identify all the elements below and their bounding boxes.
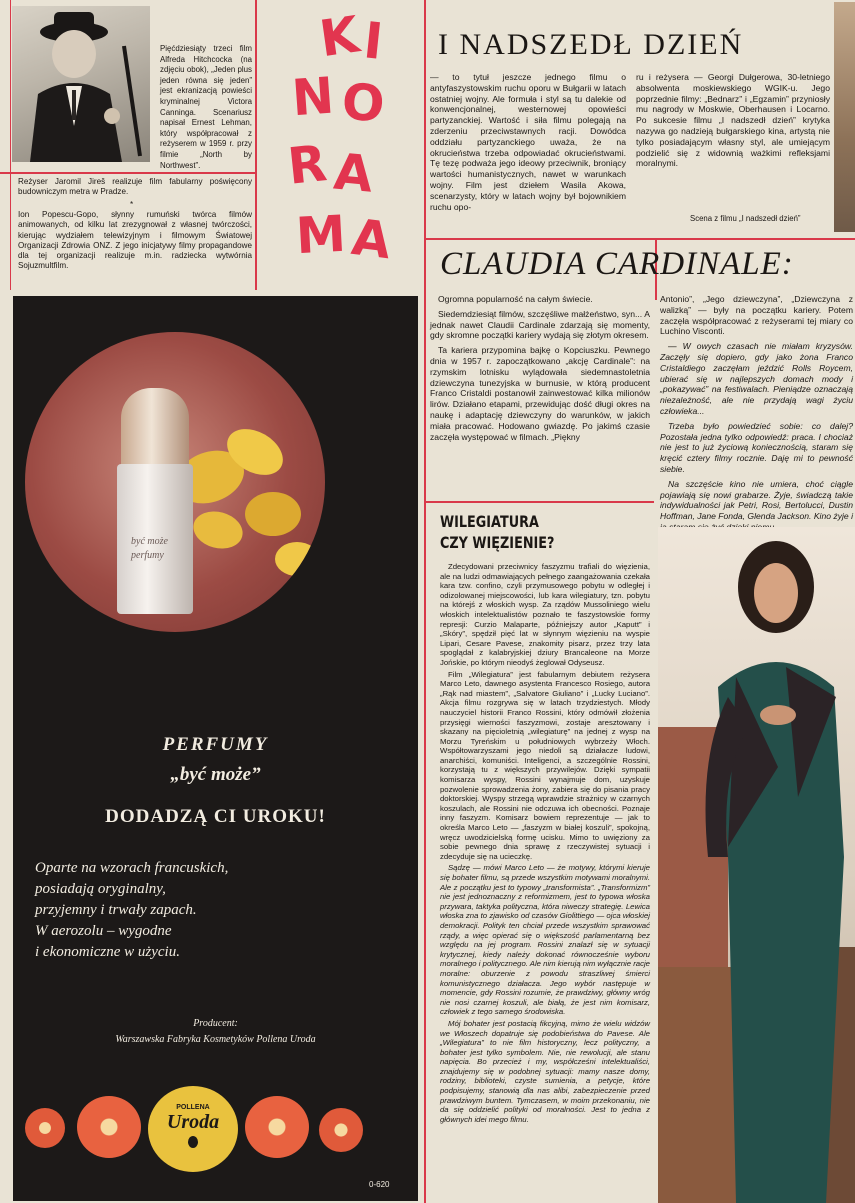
masthead-letter: R <box>285 134 328 196</box>
ad-body-line: Oparte na wzorach francuskich, <box>35 860 229 876</box>
ad-body-line: przyjemny i trwały zapach. <box>35 902 197 918</box>
brief-star: * <box>130 200 134 209</box>
ad-headline-2: „być może” <box>170 764 261 785</box>
rule <box>10 0 11 290</box>
paragraph: Trzeba było powiedzieć sobie: co dalej? Pozostała jedna tylko odpowiedź: praca. I chociaż nie jest to już życiową koniecznością, staram się kręcić cztery filmy rocznie. Daję mi to pewność siebie. <box>660 420 853 474</box>
ad-body <box>35 858 415 963</box>
masthead-letter: A <box>348 207 393 271</box>
brief-gopo: Ion Popescu-Gopo, słynny rumuński twórca filmów animowanych, od kilku lat zrezygnował z własnej twórczości, kierując wydziałem telewizyjnym i filmowym Światowej Organizacji Zdrowia ONZ. Z jego inicjatywy filmy propagandowe dla tej organizacji realizuje m.in. radziecka wytwórnia Sojuzmultfilm. <box>18 210 252 271</box>
dzien-col1: — to tytuł jeszcze jednego filmu o antyfaszystowskim ruchu oporu w Bułgarii w latach ostatniej wojny. Ale formuła i styl są tu dalekie od konwencjonalnej, westernowej opowieści partyzanckiej. Wartość i siła filmu polegają na zderzeniu przeciwstawnych racji. Dowódca oddziału partyzanckiego uważa, że na okrucieństwa trzeba odpowiadać okrucieństwami. Tę tezę podważa jego ideowy przeciwnik, broniący wartości humanistycznych, nawet w warunkach wojny. Film jest dziełem Wasila Akowa, scenarzysty, który w latach wojny był bojownikiem ruchu opo- <box>430 72 626 212</box>
wilegiatura-title-line2: CZY WIĘZIENIE? <box>440 533 555 552</box>
paragraph: Mój bohater jest postacią fikcyjną, mimo że wielu widzów we Włoszech dopatruje się podobieństwa do Pavese. Ale „Wilegiatura” to nie film historyczny, lecz polityczny, a bohater jest tylko symbolem. Nie, nie rewolucji, ale stanu napięcia. Bo przecież i my, współcześni intelektualiści, znajdujemy się w podobnej sytuacji: mamy nasze domy, rodziny, biblioteki, czyste sumienia, a petycje, które podpisujemy, stanowią dla nas alibi, zabezpieczenie przed prawdziwym buntem. Tymczasem, w moim przekonaniu, nie da się oddzielić polityki od moralności. Jest to jedna z głównych idei mego filmu. <box>440 1018 650 1124</box>
cardinale-photo <box>658 527 855 1203</box>
paragraph: Antonio”, „Jego dziewczyna”, „Dziewczyna z walizką” — były na początku kariery. Potem zaczęła współpracować z reżyserami tej miary co Luchino Visconti. <box>660 294 853 337</box>
ad-headline-3: DODADZĄ CI UROKU! <box>105 806 326 827</box>
rule <box>424 0 426 1203</box>
wilegiatura-title <box>440 512 640 552</box>
hitchcock-photo <box>12 6 150 162</box>
masthead-letter: M <box>294 204 346 266</box>
rule <box>424 238 855 240</box>
brief-jires: Reżyser Jaromil Jireš realizuje film fabularny poświęcony budowniczym metra w Pradze. <box>18 177 252 197</box>
perfume-advertisement <box>13 296 418 1201</box>
paragraph: Film „Wilegiatura” jest fabularnym debiutem reżysera Marco Leto, dawnego asystenta Francesco Rosiego, autora „Rąk nad miastem”, „Salvatore Giuliano” i „Lucky Luciano”. Akcja filmu rozgrywa się w latach trzydziestych. Młody nauczyciel historii Franco Rossini, który odmówił złożenia przysięgi wierności faszyzmowi, zostaje aresztowany i skazany na pięcioletnią „wilegiaturę” na jednej z wysp na Morzu Tyreńskim u południowych wybrzeży Włoch. Współtowarzyszami jego niedoli są działacze ludowi, anarchiści, komuniści. Inteligenci, a szczególnie Rossini, korzystają tu z większych przywilejów. Dzięki sympatii komisarza wyspy, Rossini wynajmuje dom, uzyskuje pozwolenie sprowadzenia żony, zabiera się do pisania pracy doktorskiej. Wyspy strzegą wprawdzie strażnicy w czarnych koszulach, ale Rossini nie odczuwa ich obecności. Poznaje inny faszyzm. Komisarz bowiem reprezentuje — jak to określa Marco Leto — „faszyzm w białej koszuli”, spokojną, wręcz uwodzicielską formę ucisku. Mimo to uwięziony za sobie pewnego dnia sprawę z rzeczywistej sytuacji i zdecyduje się na ucieczkę. <box>440 669 650 861</box>
flower-icon <box>77 1096 141 1158</box>
masthead-letter: A <box>331 142 374 204</box>
cardinale-title: CLAUDIA CARDINALE: <box>440 246 794 282</box>
paragraph: Zdecydowani przeciwnicy faszyzmu trafiali do więzienia, ale na ludzi odmawiających pełnego zaangażowania czekała kara tzw. confino, czyli przymusowego pobytu w odległej i odizolowanej miejscowości, lub kara wilegiatury, tzn. pobytu na którejś z włoskich wysp. Za rządów Mussoliniego wielu włoskich intelektualistów poznało te faszystowskie formy represji: Curzio Malaparte, późniejszy autor „Kaputt” i „Skóry”, spędził pięć lat w słynnym więzieniu na wyspie Lipari, Cesare Pavese, znakomity pisarz, przez trzy lata spoglądał z kalabryjskiej dziury Brancaleone na Morze Jońskie, po którym nieodyś żeglował Odyseusz. <box>440 562 650 667</box>
masthead-letter: K <box>316 5 361 69</box>
masthead-kinorama <box>262 0 422 290</box>
flower-shape <box>275 542 319 576</box>
paragraph: Na szczęście kino nie umiera, choć ciągle pojawiają się nowi grabarze. Żyje, świadczą takie indywidualności jak Petri, Rosi, Bertolucci, Dustin Hoffman, Jane Fonda, Glenda Jackson. Kino żyje i <box>660 478 853 522</box>
ad-body-line: posiadają oryginalny, <box>35 881 166 897</box>
paragraph: — W owych czasach nie miałam kryzysów. Zaczęły się dopiero, gdy jako żona Franco Cristaldiego zaczęłam jeździć Rolls Roycem, ubierać się w najlepszych domach mody i „pokazywać” na festiwalach. Pieniądze oznaczają niezależność, ale nie przydają wagi życiu człowieka... <box>660 341 853 416</box>
ad-producer-label: Producent: <box>193 1018 238 1029</box>
flower-icon <box>319 1108 363 1152</box>
masthead-letter: N <box>290 66 334 128</box>
dzien-title: I NADSZEDŁ DZIEŃ <box>438 28 744 61</box>
flower-shape <box>189 506 247 554</box>
wilegiatura-title-line1: WILEGIATURA <box>440 512 539 531</box>
hitchcock-text: Pięćdziesiąty trzeci film Alfreda Hitchcocka (na zdjęciu obok), „Jeden plus jeden równa się jeden” jest ekranizacją powieści kryminalnej Victora Canninga. Scenariusz napisał Ernest Lehman, który współpracował z reżyserem w 1959 r. przy filmie „North by Northwest”. <box>160 44 252 170</box>
cardinale-col2 <box>660 294 853 537</box>
ad-headline-1: PERFUMY <box>162 734 269 755</box>
dzien-scene-photo <box>834 2 855 232</box>
paragraph: Siedemdziesiąt filmów, szczęśliwe małżeństwo, syn... A jednak nawet Claudii Cardinale zdarzają się momenty, gdy skromne początki kariery wydają się złotym okresem. <box>430 308 650 341</box>
masthead-letter: I <box>361 11 384 71</box>
perfume-photo <box>25 332 325 632</box>
bottle-label: być może <box>131 536 168 547</box>
dzien-col2: ru i reżysera — Georgi Dułgerowa, 30-letniego absolwenta moskiewskiego WGIK-u. Jego poprzednie filmy: „Bednarz” i „Egzamin” przyniosły mu nagrody w Moskwie, Oberhausen i Locarno. Po sukcesie filmu „I nadszedł dzień” krytyka nazywa go nadzieją bułgarskiego kina, artystą nie tylko posiadającym własny styl, ale umiejącym podzielić się z widownią ważkimi refleksjami moralnymi. <box>636 72 830 169</box>
paragraph: Sądzę — mówi Marco Leto — że motywy, którymi kieruje się bohater filmu, są przede wszystkim motywami moralnymi. Ale z początku jest to typowy „transformista”. „Transformizm” nie jest jednoznaczny z reformizmem, jest to typowa włoska przywara, taktyka polityczna, która niweczy strategię. Lewica włoska zna to zjawisko od czasów Giolittiego — ojca włoskiej demokracji. Polityk ten chciał przede wszystkim sprawować rządy, a więc opierać się o większość parlamentarną bez względu na jej program. Rossini znalazł się w sytuacji krytycznej, kiedy należy dokonać równocześnie wyboru moralnego i politycznego. Ale nim kierują nim wyłącznie racje moralne: oburzenie z powodu straszliwej śmierci komunistycznego działacza. Jego wybór następuje w momencie, gdy Rossini rozumie, że prawdziwy, główny wróg nie nosi czarnej koszuli, ale białą, że jest nim komisarz, człowiek z tego samego środowiska. <box>440 863 650 1017</box>
flower-shape <box>245 492 301 536</box>
flower-icon <box>245 1096 309 1158</box>
paragraph: Ogromna popularność na całym świecie. <box>438 294 593 304</box>
paragraph: Ta kariera przypomina bajkę o Kopciuszku. Pewnego dnia w 1957 r. zapoczątkowano „akcję Cardinale”: na rzymskim lotnisku wylądowała siedemnastoletnia dziewczyna tunezyjska w burnusie, w którą producent Franco Cristaldi postanowił zainwestować kilka milionów lirów. Działano etapami, przewidując dość długi okres na naukę i adaptację dziewczyny do warunków, w jakich miała pracować. Hodowano gwiazdę. Po jakimś czasie zaczęła występować w filmach. „Piękny <box>430 345 650 442</box>
ad-body-line: i ekonomiczne w użyciu. <box>35 944 180 960</box>
ad-code: 0-620 <box>369 1180 390 1189</box>
perfume-cap <box>121 388 189 468</box>
masthead-letter: O <box>340 72 385 134</box>
logo-text-1: POLLENA <box>176 1104 210 1111</box>
rule <box>0 172 255 174</box>
flower-icon <box>25 1108 65 1148</box>
ad-producer: Warszawska Fabryka Kosmetyków Pollena Uroda <box>115 1034 316 1045</box>
cardinale-col1 <box>430 294 650 446</box>
wilegiatura-body <box>440 562 650 1128</box>
logo-text-2: Uroda <box>166 1111 220 1133</box>
rule <box>424 501 654 503</box>
ad-body-line: W aerozolu – wygodne <box>35 923 172 939</box>
rule <box>255 0 257 290</box>
logo-drop-icon <box>188 1136 198 1148</box>
pollena-uroda-logo <box>148 1086 238 1172</box>
dzien-caption: Scena z filmu „I nadszedł dzień” <box>690 214 801 223</box>
bottle-label-2: perfumy <box>131 550 164 561</box>
perfume-bottle <box>117 464 193 614</box>
